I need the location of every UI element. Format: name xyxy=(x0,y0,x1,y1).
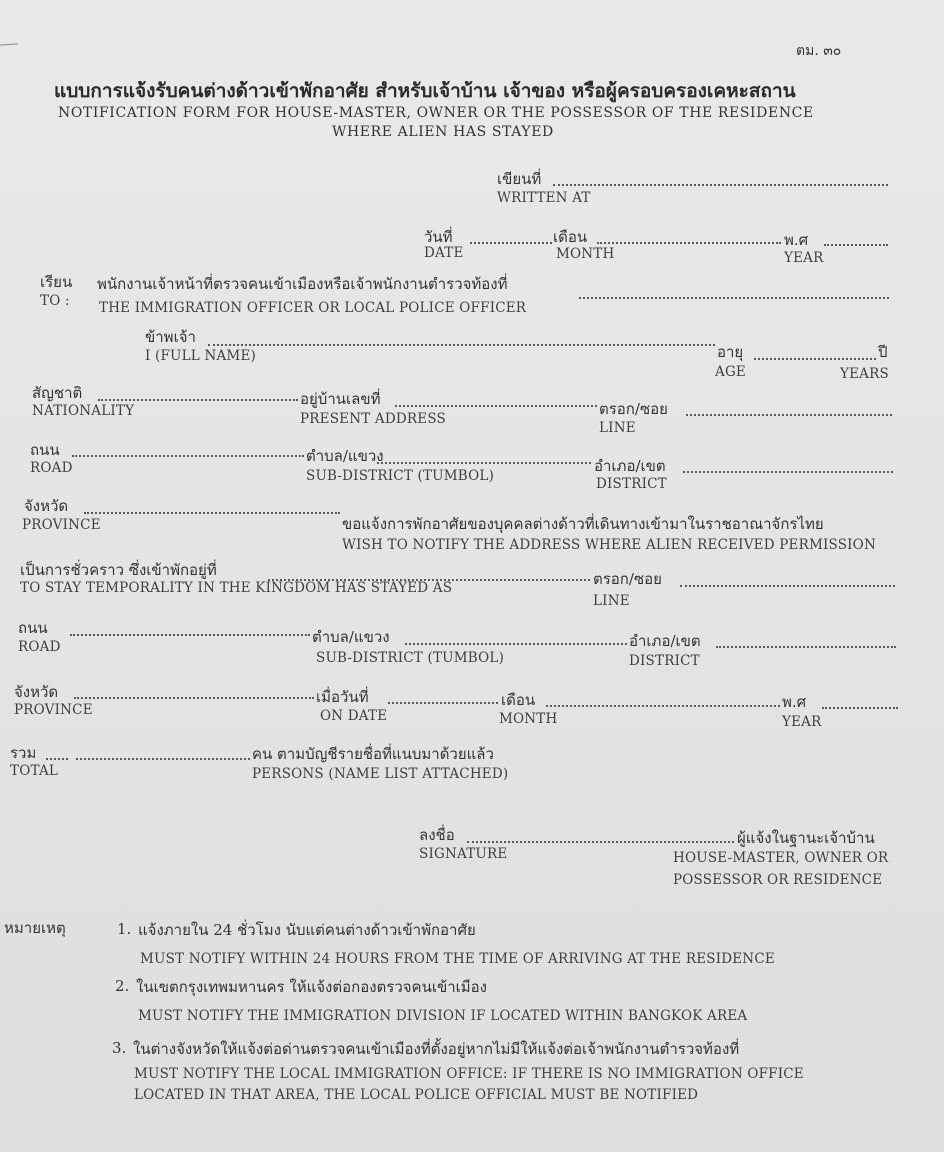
note-3-english-1: MUST NOTIFY THE LOCAL IMMIGRATION OFFICE: IF THERE IS NO IMMIGRATION OFFICE xyxy=(134,1066,804,1082)
note-3-thai: ในต่างจังหวัดให้แจ้งต่อด่านตรวจคนเข้าเมืองที่ตั้งอยู่หากไม่มีให้แจ้งต่อเจ้าพนักงานตำรวจท้องที่ xyxy=(133,1040,740,1058)
year-label-th: พ.ศ xyxy=(784,231,809,249)
to-label-th: เรียน xyxy=(40,273,73,291)
on-date-field[interactable] xyxy=(388,702,498,704)
present-address-label-th: อยู่บ้านเลขที่ xyxy=(300,390,381,408)
note-2-thai: ในเขตกรุงเทพมหานคร ให้แจ้งต่อกองตรวจคนเข้าเมือง xyxy=(136,978,487,996)
officer-field[interactable] xyxy=(579,297,889,299)
sub-district-field[interactable] xyxy=(377,462,591,464)
year-label-en: YEAR xyxy=(784,250,824,266)
note-2-number: 2. xyxy=(115,977,130,995)
stay-line-field[interactable] xyxy=(680,585,895,587)
stay-sub-district-field[interactable] xyxy=(405,643,627,645)
note-1-thai: แจ้งภายใน 24 ชั่วโมง นับแต่คนต่างด้าวเข้าพักอาศัย xyxy=(138,921,476,939)
signature-field[interactable] xyxy=(467,841,734,843)
notifier-role-en-2: POSSESSOR OR RESIDENCE xyxy=(673,872,883,888)
written-at-field[interactable] xyxy=(553,184,888,186)
province-field[interactable] xyxy=(84,512,340,514)
stay-road-label-th: ถนน xyxy=(18,619,48,637)
stay-province-label-en: PROVINCE xyxy=(14,702,93,718)
total-label-en: TOTAL xyxy=(10,763,59,779)
form-title-thai: แบบการแจ้งรับคนต่างด้าวเข้าพักอาศัย สำหรับเจ้าบ้าน เจ้าของ หรือผู้ครอบครองเคหะสถาน xyxy=(54,80,796,102)
nationality-label-en: NATIONALITY xyxy=(32,403,135,419)
stay-line-label-en: LINE xyxy=(593,593,630,609)
persons-label-en: PERSONS (NAME LIST ATTACHED) xyxy=(252,766,509,782)
note-2-english: MUST NOTIFY THE IMMIGRATION DIVISION IF LOCATED WITHIN BANGKOK AREA xyxy=(138,1008,748,1024)
to-text-en: THE IMMIGRATION OFFICER OR LOCAL POLICE OFFICER xyxy=(99,300,527,316)
district-label-th: อำเภอ/เขต xyxy=(594,457,666,475)
remarks-label: หมายเหตุ xyxy=(4,919,66,937)
road-label-th: ถนน xyxy=(30,441,60,459)
signature-label-en: SIGNATURE xyxy=(419,846,508,862)
notifier-role-th: ผู้แจ้งในฐานะเจ้าบ้าน xyxy=(737,829,875,847)
wish-notify-en: WISH TO NOTIFY THE ADDRESS WHERE ALIEN RECEIVED PERMISSION xyxy=(342,537,876,553)
years-label-en: YEARS xyxy=(840,366,889,382)
month-label-en: MONTH xyxy=(556,246,615,262)
stay-road-label-en: ROAD xyxy=(18,639,61,655)
date-label-th: วันที่ xyxy=(424,228,453,246)
total-words-field[interactable] xyxy=(76,758,250,760)
temporary-stay-en: TO STAY TEMPORALITY IN THE KINGDOM HAS STAYED AS xyxy=(20,580,453,596)
on-date-label-th: เมื่อวันที่ xyxy=(316,688,369,706)
note-1-english: MUST NOTIFY WITHIN 24 HOURS FROM THE TIME OF ARRIVING AT THE RESIDENCE xyxy=(140,951,775,967)
total-count-field[interactable] xyxy=(46,758,68,760)
province-label-en: PROVINCE xyxy=(22,517,101,533)
full-name-field[interactable] xyxy=(208,344,715,346)
line-label-th: ตรอก/ซอย xyxy=(599,400,668,418)
sub-district-label-en: SUB-DISTRICT (TUMBOL) xyxy=(306,468,495,484)
form-title-english: NOTIFICATION FORM FOR HOUSE-MASTER, OWNER OR THE POSSESSOR OF THE RESIDENCE xyxy=(58,105,814,121)
stay-district-field[interactable] xyxy=(716,646,896,648)
note-3-number: 3. xyxy=(112,1039,127,1057)
note-3-english-2: LOCATED IN THAT AREA, THE LOCAL POLICE OFFICIAL MUST BE NOTIFIED xyxy=(134,1087,699,1103)
full-name-label-en: I (FULL NAME) xyxy=(145,348,256,364)
stay-sub-district-label-en: SUB-DISTRICT (TUMBOL) xyxy=(316,650,505,666)
years-label-th: ปี xyxy=(878,343,888,361)
on-year-label-th: พ.ศ xyxy=(782,693,807,711)
present-address-label-en: PRESENT ADDRESS xyxy=(300,411,446,427)
persons-label-th: คน ตามบัญชีรายชื่อที่แนบมาด้วยแล้ว xyxy=(252,745,494,763)
pen-mark xyxy=(0,43,18,45)
on-month-field[interactable] xyxy=(546,705,780,707)
month-label-th: เดือน xyxy=(553,228,588,246)
written-at-label-th: เขียนที่ xyxy=(497,170,542,188)
on-year-label-en: YEAR xyxy=(782,714,822,730)
age-field[interactable] xyxy=(754,358,876,360)
district-label-en: DISTRICT xyxy=(596,476,667,492)
on-month-label-th: เดือน xyxy=(501,691,536,709)
age-label-en: AGE xyxy=(715,364,746,380)
stay-sub-district-label-th: ตำบล/แขวง xyxy=(312,628,390,646)
full-name-label-th: ข้าพเจ้า xyxy=(145,328,196,346)
form-subtitle-english: WHERE ALIEN HAS STAYED xyxy=(332,124,554,140)
to-text-th: พนักงานเจ้าหน้าที่ตรวจคนเข้าเมืองหรือเจ้าพนักงานตำรวจท้องที่ xyxy=(97,275,508,293)
road-label-en: ROAD xyxy=(30,460,73,476)
temporary-stay-th: เป็นการชั่วคราว ซึ่งเข้าพักอยู่ที่ xyxy=(20,561,217,579)
nationality-field[interactable] xyxy=(98,399,298,401)
date-label-en: DATE xyxy=(424,245,464,261)
stay-district-label-th: อำเภอ/เขต xyxy=(629,632,701,650)
age-label-th: อายุ xyxy=(717,343,744,361)
signature-label-th: ลงชื่อ xyxy=(419,826,455,844)
district-field[interactable] xyxy=(683,471,893,473)
sub-district-label-th: ตำบล/แขวง xyxy=(306,447,384,465)
stay-road-field[interactable] xyxy=(70,634,310,636)
on-month-label-en: MONTH xyxy=(499,711,558,727)
road-field[interactable] xyxy=(72,455,304,457)
date-field[interactable] xyxy=(470,242,552,244)
on-date-label-en: ON DATE xyxy=(320,708,388,724)
on-year-field[interactable] xyxy=(822,707,898,709)
to-label-en: TO : xyxy=(40,293,70,309)
wish-notify-th: ขอแจ้งการพักอาศัยของบุคคลต่างด้าวที่เดินทางเข้ามาในราชอาณาจักรไทย xyxy=(342,515,824,533)
year-field[interactable] xyxy=(824,244,888,246)
stay-line-label-th: ตรอก/ซอย xyxy=(593,570,662,588)
province-label-th: จังหวัด xyxy=(24,497,69,515)
stay-province-field[interactable] xyxy=(74,697,314,699)
line-label-en: LINE xyxy=(599,420,636,436)
stay-province-label-th: จังหวัด xyxy=(14,683,59,701)
notifier-role-en-1: HOUSE-MASTER, OWNER OR xyxy=(673,850,889,866)
form-code: ตม. ๓๐ xyxy=(796,43,842,59)
note-1-number: 1. xyxy=(117,920,132,938)
stay-district-label-en: DISTRICT xyxy=(629,653,700,669)
total-label-th: รวม xyxy=(10,744,37,762)
nationality-label-th: สัญชาติ xyxy=(32,384,83,402)
line-field[interactable] xyxy=(686,414,892,416)
month-field[interactable] xyxy=(597,242,781,244)
written-at-label-en: WRITTEN AT xyxy=(497,190,591,206)
address-field[interactable] xyxy=(395,405,597,407)
